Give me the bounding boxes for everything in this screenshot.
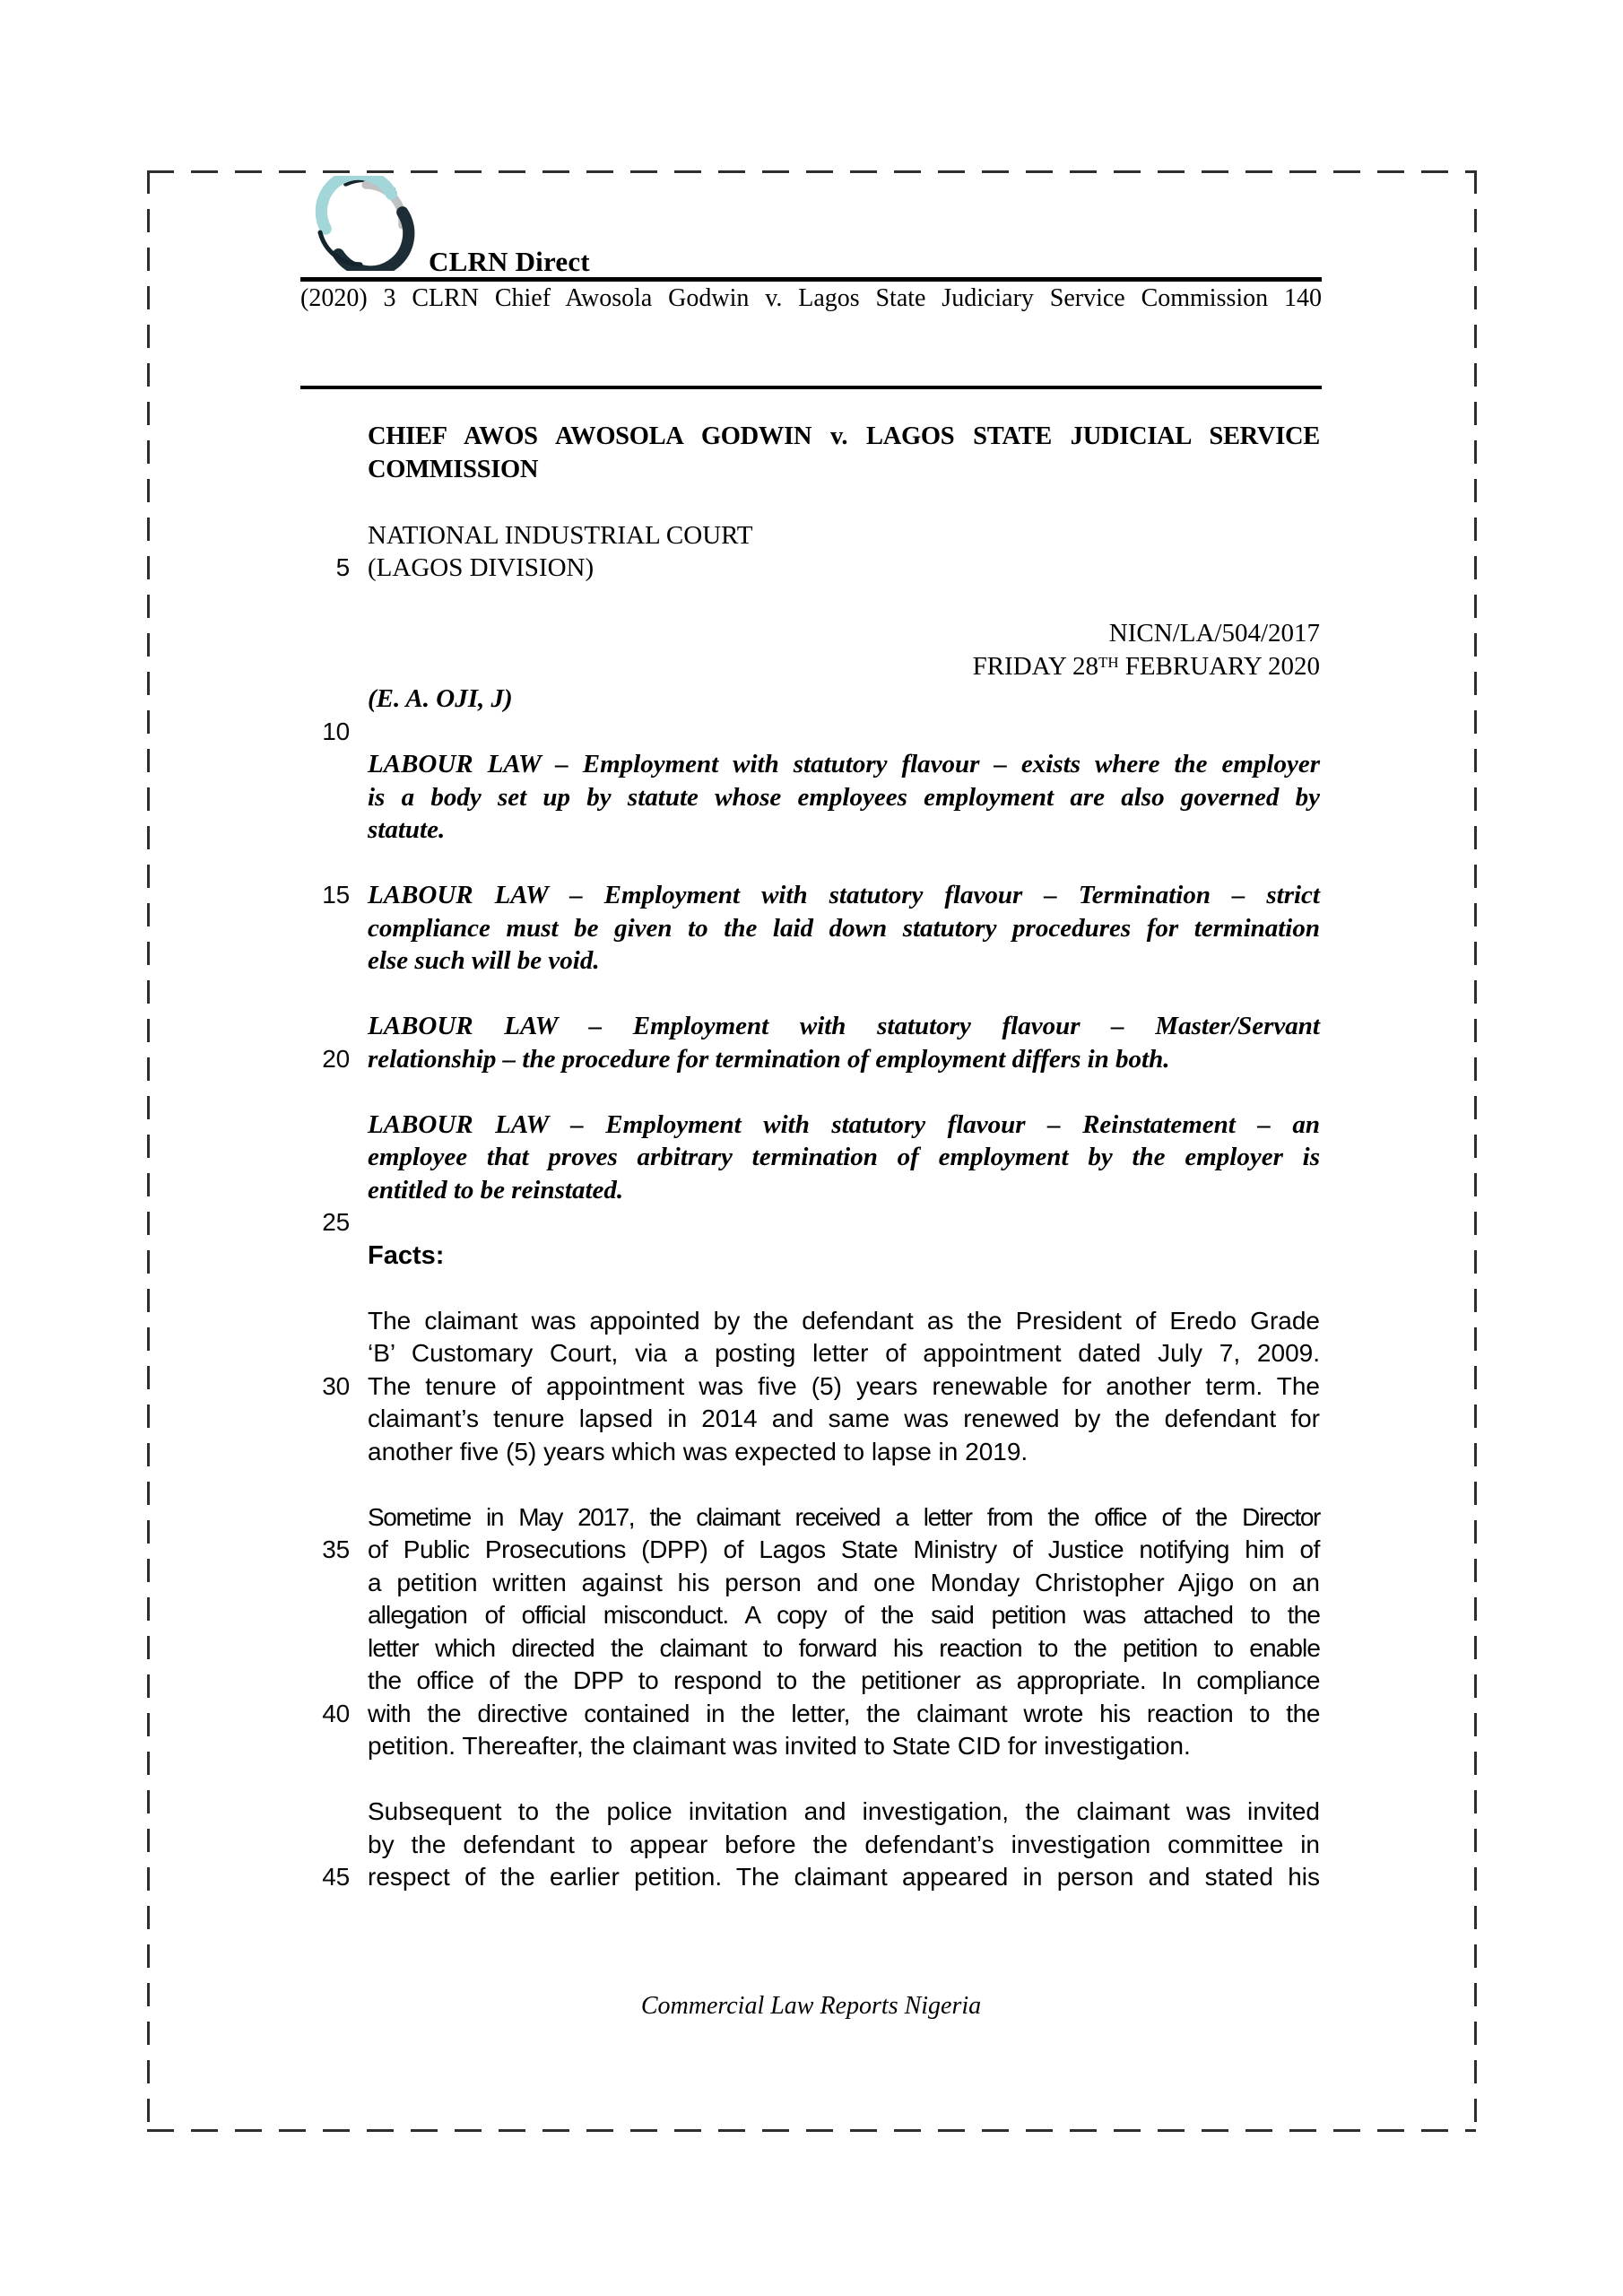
doc-line (368, 1305, 1320, 1338)
line-text: FRIDAY 28TH FEBRUARY 2020 (972, 651, 1320, 681)
clrn-swirl-logo-icon (310, 176, 421, 271)
doc-line (368, 1075, 1320, 1109)
line-text: relationship – the procedure for termination of employment differs in both. (368, 1044, 1170, 1074)
line-text: LABOUR LAW – Employment with statutory flavour – Termination – strict (368, 881, 1320, 909)
doc-line (368, 1337, 1320, 1370)
doc-line (322, 716, 1320, 749)
line-number-gutter: 15 (322, 881, 350, 909)
line-text: of Public Prosecutions (DPP) of Lagos State Ministry of Justice notifying him of (368, 1535, 1320, 1563)
line-text: the office of the DPP to respond to the petitioner as appropriate. In compliance (368, 1666, 1320, 1694)
line-number-gutter: 30 (322, 1371, 350, 1400)
line-text: (LAGOS DIVISION) (368, 553, 595, 582)
doc-line (368, 978, 1320, 1011)
brand-title: CLRN Direct (429, 246, 590, 277)
line-text: LABOUR LAW – Employment with statutory flavour – exists where the employer (368, 750, 1320, 778)
line-text: The claimant was appointed by the defendant as the President of Eredo Grade (368, 1306, 1320, 1335)
doc-line (368, 1403, 1320, 1436)
header-rule-thick (300, 277, 1322, 282)
doc-line (368, 1239, 1320, 1273)
line-text: Facts: (368, 1240, 445, 1270)
doc-line (322, 1206, 1320, 1239)
line-number-gutter: 45 (322, 1863, 350, 1891)
doc-line (368, 813, 1320, 847)
line-text: LABOUR LAW – Employment with statutory flavour – Master/Servant (368, 1012, 1320, 1040)
doc-line (368, 1632, 1320, 1665)
doc-line (368, 781, 1320, 814)
line-text: respect of the earlier petition. The claimant appeared in person and stated his (368, 1863, 1320, 1891)
citation-line: (2020) 3 CLRN Chief Awosola Godwin v. Lagos State Judiciary Service Commission 140 (300, 284, 1322, 312)
doc-line (322, 1370, 1320, 1404)
document-lines (322, 421, 1320, 1894)
line-text: The tenure of appointment was five (5) years renewable for another term. The (368, 1371, 1320, 1400)
doc-line (335, 552, 1320, 585)
line-text: is a body set up by statute whose employees employment are also governed by (368, 782, 1320, 812)
line-text: NATIONAL INDUSTRIAL COURT (368, 520, 753, 550)
line-text: allegation of official misconduct. A copy of the said petition was attached to the (368, 1601, 1320, 1629)
line-number-gutter: 40 (322, 1699, 350, 1727)
doc-line (368, 1109, 1320, 1142)
doc-line (368, 1468, 1320, 1501)
line-number-gutter: 10 (322, 717, 350, 745)
doc-line (368, 1010, 1320, 1043)
footer-publication-name: Commercial Law Reports Nigeria (640, 1992, 982, 2020)
doc-line (322, 1043, 1320, 1076)
doc-line (368, 1501, 1320, 1535)
line-text: Subsequent to the police invitation and investigation, the claimant was invited (368, 1797, 1320, 1825)
doc-line (368, 1436, 1320, 1469)
line-text: claimant’s tenure lapsed in 2014 and same was renewed by the defendant for (368, 1405, 1320, 1432)
doc-line (368, 1174, 1320, 1207)
line-text: CHIEF AWOS AWOSOLA GODWIN v. LAGOS STATE JUDICIAL SERVICE (368, 422, 1320, 450)
doc-line (368, 519, 1320, 552)
title-separator-rule (300, 386, 1322, 389)
line-text: letter which directed the claimant to forward his reaction to the petition to enable (368, 1633, 1320, 1662)
doc-line (322, 879, 1320, 912)
doc-line (368, 1763, 1320, 1796)
doc-line (368, 617, 1320, 650)
line-text: NICN/LA/504/2017 (1108, 619, 1320, 648)
doc-line (368, 1599, 1320, 1632)
line-text: a petition written against his person and one Monday Christopher Ajigo on an (368, 1568, 1320, 1596)
line-text: (E. A. OJI, J) (368, 684, 513, 713)
line-text: else such will be void. (368, 946, 600, 975)
line-number-gutter: 25 (322, 1208, 350, 1236)
doc-line (368, 748, 1320, 781)
doc-line (368, 1730, 1320, 1763)
doc-line (368, 1829, 1320, 1862)
line-text: compliance must be given to the laid down statutory procedures for termination (368, 913, 1320, 943)
doc-line (368, 650, 1320, 683)
line-text: entitled to be reinstated. (368, 1175, 624, 1205)
doc-line (368, 454, 1320, 487)
line-text: employee that proves arbitrary termination of employment by the employer is (368, 1143, 1320, 1171)
doc-line (368, 683, 1320, 716)
line-text: petition. Thereafter, the claimant was invited to State CID for investigation. (368, 1732, 1191, 1760)
line-number-gutter: 20 (322, 1044, 350, 1073)
line-text: statute. (368, 815, 446, 844)
doc-line (322, 1534, 1320, 1567)
line-text: by the defendant to appear before the defendant’s investigation committee in (368, 1830, 1320, 1858)
doc-line (322, 1698, 1320, 1731)
doc-line (368, 1665, 1320, 1698)
doc-line (368, 1141, 1320, 1174)
doc-line (368, 486, 1320, 519)
line-number-gutter: 5 (335, 553, 350, 581)
doc-line (368, 1567, 1320, 1600)
line-number-gutter: 35 (322, 1535, 350, 1563)
doc-line (368, 585, 1320, 618)
doc-line (368, 1272, 1320, 1305)
doc-line (368, 912, 1320, 945)
doc-line (368, 1796, 1320, 1829)
doc-line (368, 847, 1320, 880)
doc-line (322, 1861, 1320, 1894)
doc-line (368, 421, 1320, 454)
line-text: with the directive contained in the letter, the claimant wrote his reaction to the (368, 1699, 1320, 1727)
doc-line (368, 944, 1320, 978)
dashed-border-left (147, 170, 150, 2131)
line-text: ‘B’ Customary Court, via a posting letter of appointment dated July 7, 2009. (368, 1339, 1320, 1367)
line-text: Sometime in May 2017, the claimant received a letter from the office of the Director (368, 1502, 1320, 1531)
dashed-border-bottom (147, 2129, 1476, 2132)
line-text: LABOUR LAW – Employment with statutory flavour – Reinstatement – an (368, 1109, 1320, 1139)
line-text: COMMISSION (368, 455, 539, 483)
dashed-border-top (147, 170, 1476, 173)
line-text: another five (5) years which was expected to lapse in 2019. (368, 1437, 1028, 1465)
dashed-border-right (1474, 170, 1477, 2131)
